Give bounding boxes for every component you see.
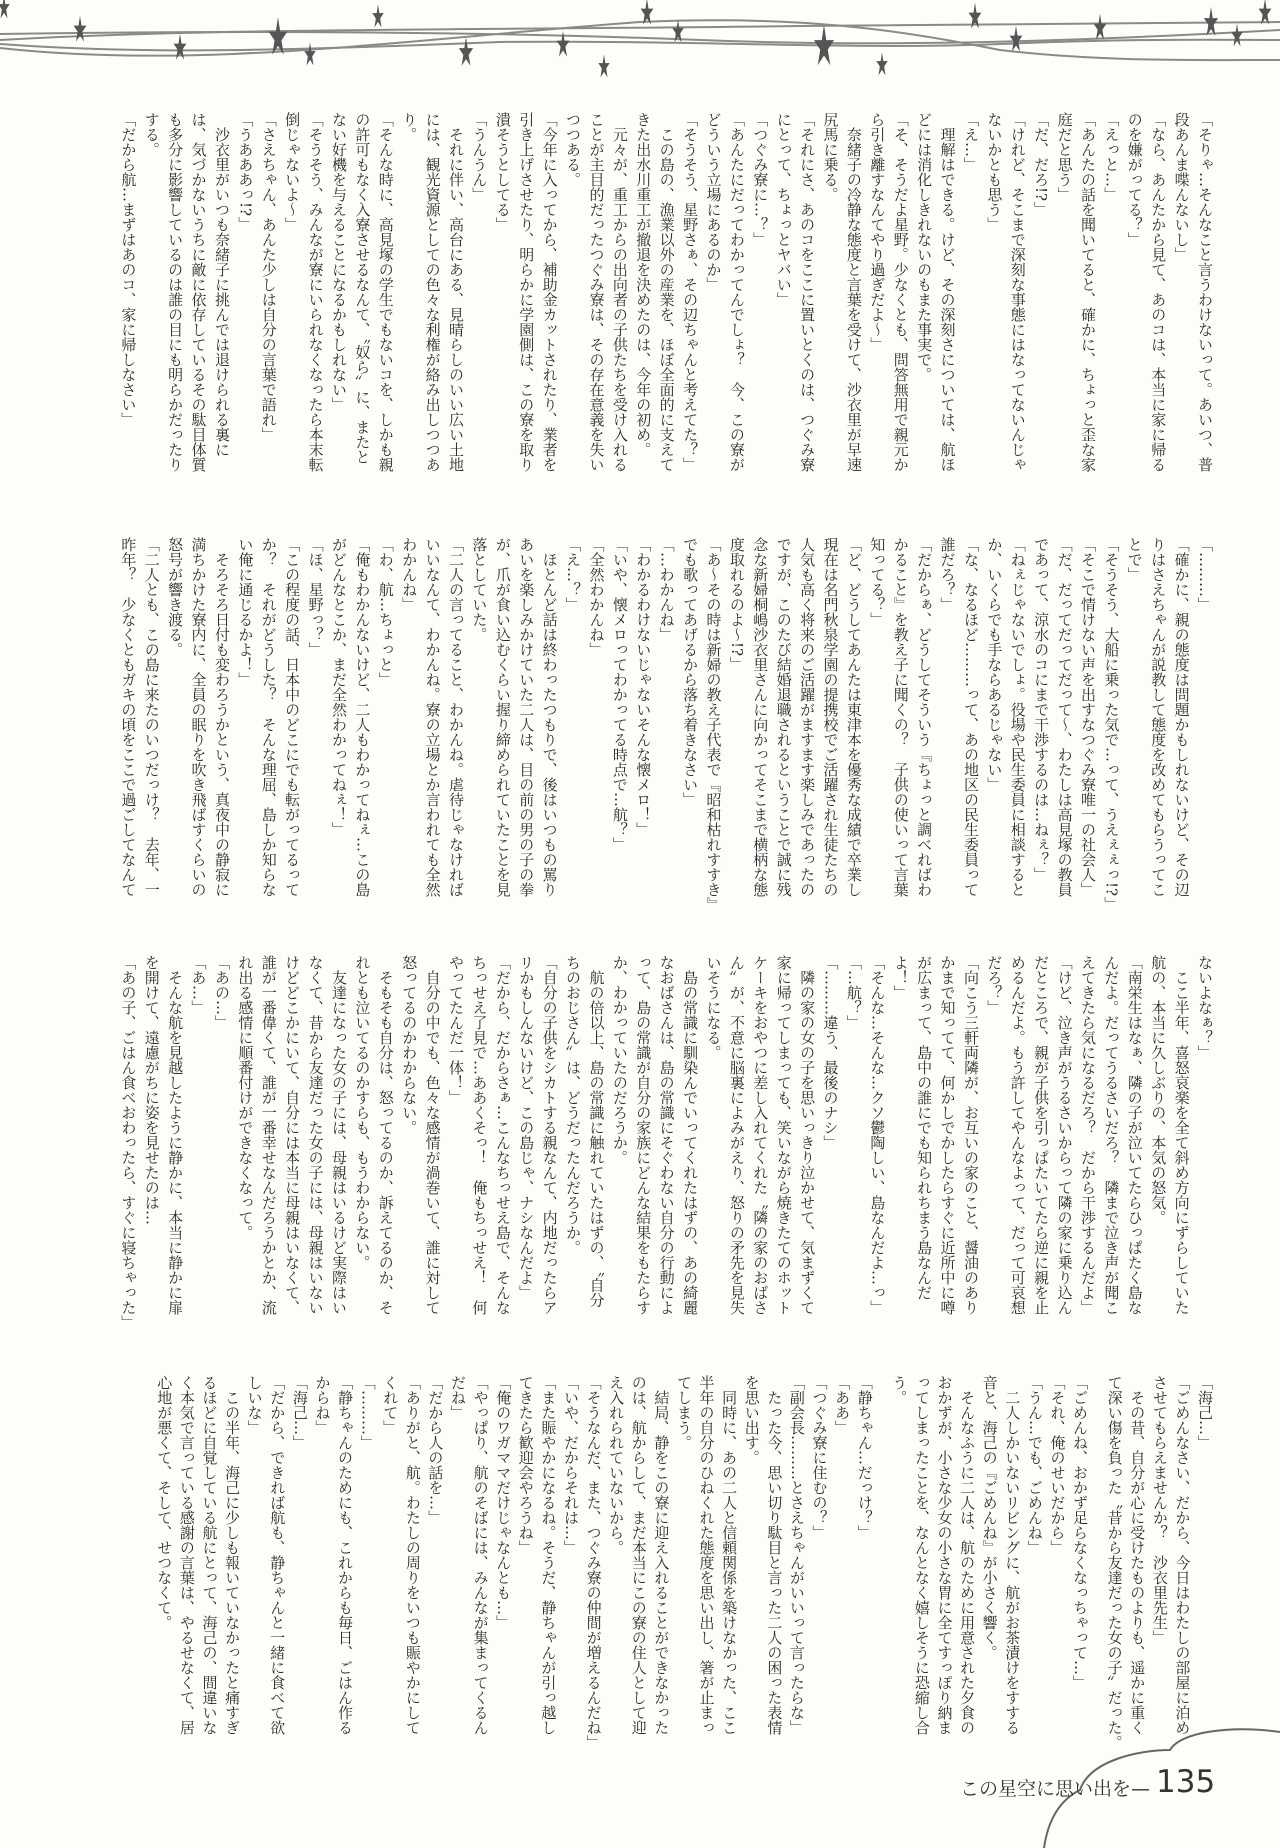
text-column: 「俺のワガママだけじゃなんとも…」: [494, 1375, 513, 1630]
text-column: ケーキをおやつに差し入れてくれた〝隣の家のおばさ: [751, 955, 770, 1315]
text-column: 「つぐみ寮に住むの？」: [810, 1375, 829, 1540]
text-column: ないかとも思う」: [985, 112, 1004, 232]
text-column: けどどこかにいて、自分には本当に母親はいなくて、: [283, 955, 302, 1315]
text-column: 航の倍以上、島の常識に触れていたはずの、〝自分: [587, 955, 606, 1308]
text-column: いそうになる。: [704, 955, 723, 1060]
text-column: でも歌ってあげるから落ち着きなさい」: [681, 537, 700, 807]
text-column: なくて、昔から友達だった女の子には、母親はいない: [306, 955, 325, 1315]
text-column: 「二人とも、この島に来たのいつだっけ？ 去年、一: [142, 537, 161, 897]
text-column: 家に帰ってしまっても、笑いながら焼きたてのホット: [774, 955, 793, 1315]
text-column: 「確かに、親の態度は問題かもしれないけど、その辺: [1172, 537, 1191, 897]
text-column: くれて」: [381, 1375, 400, 1435]
text-column: てしまう。: [674, 1375, 693, 1450]
text-column: が、爪が食い込むくらい握り締められていたことを見: [493, 537, 512, 897]
text-column: であって、涼水のコにまで干渉するのは…ねぇ？」: [1032, 537, 1051, 882]
star-icon: [459, 37, 473, 66]
text-column: 人気も高く将来のご活躍がますます楽しみであったの: [798, 537, 817, 897]
text-column: く本気で言っている感謝の言葉は、やるせなくて、居: [177, 1375, 196, 1735]
text-column: 島の常識に馴染んでいってくれたはずの、あの綺麗: [681, 955, 700, 1315]
text-column: ら引き離すなんてやり過ぎだよ～」: [868, 112, 887, 352]
text-column: ことが主目的だったつぐみ寮は、その存在意義を失い: [587, 112, 606, 472]
text-column: 「そうそう、星野さぁ、その辺ちゃんと考えてた？」: [681, 112, 700, 472]
text-column: 同時に、あの二人と信頼関係を築けなかった、ここ: [720, 1375, 739, 1735]
text-column: やってたんだ一体！」: [447, 955, 465, 1105]
text-column: り。: [400, 112, 419, 142]
text-tier-1: [116, 112, 1216, 497]
text-column: 「ああ」: [833, 1375, 852, 1435]
text-column: する。: [142, 112, 161, 157]
text-column: 「向こう三軒両隣が、お互いの家のこと、醤油のあり: [961, 955, 980, 1315]
text-column: ほとんど話は終わったつもりで、後はいつもの罵り: [540, 537, 559, 897]
text-column: おかずが、小さな少女の小さな胃に全てすっぽり納ま: [935, 1375, 954, 1735]
text-column: この島の、漁業以外の産業を、ほぼ全面的に支えて: [657, 112, 676, 472]
text-column: ない好機を与えることになるかもしれない」: [329, 112, 348, 412]
text-column: そんな航を見越したように静かに、本当に静かに扉: [166, 955, 185, 1315]
text-column: 尻馬に乗る。: [821, 112, 840, 202]
text-column: 「また賑やかになるね。そうだ、静ちゃんが引っ越し: [539, 1375, 558, 1735]
text-column: 倒じゃないよ～」: [283, 112, 302, 232]
text-column: 「けど、泣き声がうるさいからって隣の家に乗り込ん: [1055, 955, 1074, 1315]
text-column: ってしまったことを、なんとなく嬉しそうに恐縮し合: [912, 1375, 931, 1735]
text-column: つつある。: [564, 112, 583, 187]
text-column: 「だからぁ、どうしてそういう『ちょっと調べればわ: [915, 537, 934, 897]
text-column: 「だ、だろ!?」: [1032, 112, 1051, 217]
text-column: は、気づかないうちに敵に依存しているその駄目体質: [189, 112, 208, 472]
text-column: 「ねぇじゃないでしょ。役場や民生委員に相談すると: [1008, 537, 1027, 897]
header-star-garland: [0, 0, 1280, 90]
text-column: 「だから人の話を…」: [426, 1375, 445, 1525]
text-column: 知ってる？」: [868, 537, 887, 627]
text-column: 「いや、懐メロってわかってる時点で…航？」: [610, 537, 629, 852]
text-column: 「え…」: [961, 112, 980, 172]
text-column: 「だから航…まずはあのコ、家に帰しなさい」: [119, 112, 138, 427]
text-column: とで」: [1125, 537, 1144, 582]
text-column: ちっせえ了見で…ああくそっ！ 俺もちっせえ！ 何: [470, 955, 489, 1315]
text-column: を開けて、遠慮がちに姿を見せたのは…: [142, 955, 161, 1225]
text-column: 満ちかけた寮内に、全員の眠りを吹き飛ばすくらいの: [189, 537, 208, 897]
text-column: 「ほ、星野っ？」: [306, 537, 325, 657]
star-icon: [1094, 14, 1107, 40]
text-column: 「そんな時に、高見塚の学生でもないコを、しかも親: [376, 112, 395, 472]
text-column: 自分の中でも、色々な感情が渦巻いて、誰に対して: [423, 955, 442, 1315]
text-column: だろ？」: [985, 955, 1004, 1015]
star-icon: [1231, 23, 1242, 46]
text-column: 昨年？ 少なくともガキの頃をここで過ごしてなんて: [119, 537, 138, 897]
text-column: どういう立場にあるのか」: [704, 112, 723, 292]
text-column: 「二人の言ってること、わかんね。虐待じゃなければ: [447, 537, 465, 897]
star-icon: [1204, 7, 1218, 36]
text-column: からね」: [313, 1375, 332, 1435]
text-column: 結局、静をこの寮に迎え入れることができなかった: [652, 1375, 671, 1735]
text-column: 「海己…」: [1196, 1375, 1214, 1450]
text-column: 「そこで情けない声を出すなつぐみ寮唯一の社会人」: [1078, 537, 1097, 897]
text-column: ん〟が、不意に脳裏によみがえり、怒りの矛先を見失: [727, 955, 746, 1315]
text-column: なおばさんは、島の常識にそぐわない自分の行動によ: [657, 955, 676, 1315]
text-column: 「………」: [1196, 537, 1214, 612]
text-column: 「わかるわけないじゃないそんな懐メロ！」: [634, 537, 653, 837]
text-column: 怒ってるのかわからない。: [400, 955, 419, 1135]
text-column: んだよ。だってうるさいだろ？ 隣まで泣き声が聞こ: [1102, 955, 1121, 1315]
text-column: のを嫌がってる？」: [1125, 112, 1144, 247]
star-icon: [0, 0, 10, 18]
text-column: え入れられていないから。: [607, 1375, 626, 1555]
text-column: のは、航からして、まだ本当にこの寮の住人として迎: [629, 1375, 648, 1735]
text-column: リかもしんないけど、この島じゃ、ナシなんだよ」: [517, 955, 536, 1300]
text-column: 「あの…」: [212, 955, 231, 1030]
text-column: 「うんうん」: [470, 112, 489, 202]
text-column: だね」: [449, 1375, 467, 1420]
text-column: ですが、このたび結婚退職されるということで誠に残: [774, 537, 793, 897]
text-column: 隣の家の女の子を思いっきり泣かせて、気まずくて: [798, 955, 817, 1315]
text-column: 元々が、重工からの出向者の子供たちを受け入れる: [610, 112, 629, 472]
text-column: たった今、思い切り駄目と言った二人の困った表情: [765, 1375, 784, 1735]
text-column: い俺に通じるかよ！」: [236, 537, 255, 687]
text-column: 「わ、航…ちょっと」: [376, 537, 395, 687]
text-column: 潰そうとしてる」: [493, 112, 512, 232]
text-column: わかんね」: [400, 537, 419, 612]
text-column: ないよなぁ？」: [1196, 955, 1214, 1060]
text-column: 「あんたにだってわかってんでしょ？ 今、この寮が: [727, 112, 746, 472]
text-column: 音と、海己の『ごめんね』が小さく響く。: [980, 1375, 999, 1660]
text-column: 「………違う、最後のナシ」: [821, 955, 840, 1150]
text-column: この半年、海己に少しも報いていなかったと痛すぎ: [223, 1375, 242, 1735]
text-column: 「あ…」: [189, 955, 208, 1015]
text-column: 「俺もわかんないけど、二人もわかってねぇ…この島: [353, 537, 372, 897]
text-column: 「ありがと、航。わたしの周りをいつも賑やかにして: [403, 1375, 422, 1735]
text-column: 心地が悪くて、そして、せつなくて。: [155, 1375, 174, 1630]
text-column: 度取れるのよ～!?」: [727, 537, 746, 672]
text-column: 「そんな…そんな…クソ鬱陶しい、島なんだよ…っ」: [868, 955, 887, 1315]
text-column: 「だから、だからさぁ…こんなちっせえ島で、そんな: [493, 955, 512, 1315]
text-column: 引き上げさせたり、明らかに学園側は、この寮を取り: [517, 112, 536, 472]
text-column: よ！」: [891, 955, 910, 1000]
text-column: う。: [890, 1375, 909, 1405]
text-column: 「えっと…」: [1102, 112, 1121, 202]
text-column: 「南栄生はなぁ、隣の子が泣いてたらひっぱたく島な: [1125, 955, 1144, 1315]
text-column: って、島の常識が自分の家族にどんな結果をもたらす: [634, 955, 653, 1315]
text-column: 誰だろ？」: [938, 537, 957, 612]
text-column: 庭だと思う」: [1055, 112, 1074, 202]
text-column: その昔、自分が心に受けたものよりも、遥かに重く: [1128, 1375, 1147, 1735]
text-column: か、いくらでも手ならあるじゃない」: [985, 537, 1004, 792]
text-column: かること』を教え子に聞くの？ 子供の使いって言葉: [891, 537, 910, 897]
text-tier-3: [116, 955, 1216, 1340]
text-column: 「そうそう、大船に乗った気で…って、うえぇぇっ!?」: [1102, 537, 1121, 912]
text-column: ここ半年、喜怒哀楽を全て斜め方向にずらしていた: [1172, 955, 1191, 1315]
text-column: それに伴い、高台にある、見晴らしのいい広い土地: [447, 112, 465, 472]
text-column: がどんなとこか、まだ全然わかってねぇ！」: [329, 537, 348, 837]
text-column: 「この程度の話、日本中のどこにでも転がってるって: [283, 537, 302, 897]
text-column: 「…わかんね」: [657, 537, 676, 642]
text-column: いいなんて、わかんね。寮の立場とか言われても全然: [423, 537, 442, 897]
text-column: 「あの子、ごはん食べおわったら、すぐに寝ちゃった」: [119, 955, 138, 1330]
text-column: か、わかっていたのだろうか。: [610, 955, 629, 1165]
text-column: 「静ちゃん…だっけ？」: [855, 1375, 874, 1540]
scene-break: [876, 1375, 888, 1760]
text-column: にとって、ちょっとヤバい」: [774, 112, 793, 307]
text-column: 半年の自分のひねくれた態度を思い出し、箸が止まっ: [697, 1375, 716, 1735]
text-column: 二人しかいないリビングに、航がお茶漬けをすする: [1003, 1375, 1022, 1735]
text-column: そんなふうに二人は、航のために用意された夕食の: [958, 1375, 977, 1735]
star-icon: [304, 42, 315, 65]
text-column: 奈緒子の冷静な態度と言葉を受けて、沙衣里が早速: [844, 112, 863, 472]
text-column: るほどに自覚している航にとって、海己の、間違いな: [200, 1375, 219, 1735]
running-title: この星空に思い出を—: [960, 1778, 1151, 1800]
text-column: させてもらえませんか？ 沙衣里先生」: [1150, 1375, 1169, 1645]
text-column: か？ それがどうした？ そんな理屈、島しか知らな: [259, 537, 278, 897]
star-icon: [876, 52, 887, 75]
text-column: も多分に影響しているのは誰の目にも明らかだったり: [166, 112, 185, 472]
text-column: 「…航？」: [844, 955, 863, 1030]
text-column: 「つぐみ寮に…？」: [751, 112, 770, 247]
text-column: れとも泣いてるのかすらも、もうわからない。: [353, 955, 372, 1270]
text-column: きた出水川重工が撤退を決めたのは、今年の初め。: [634, 112, 653, 457]
star-icon: [1259, 0, 1272, 25]
text-column: 「だ、だってだってだって～、わたしは高見塚の教員: [1055, 537, 1074, 897]
text-column: 怒号が響き渡る。: [166, 537, 185, 657]
text-column: 「なら、あんたから見て、あのコは、本当に家に帰る: [1149, 112, 1168, 472]
star-icon: [372, 4, 383, 27]
text-column: 「自分の子供をシカトする親なんて、内地だったらア: [540, 955, 559, 1315]
text-column: 「けれど、そこまで深刻な事態にはなってないんじゃ: [1008, 112, 1027, 472]
text-column: 「副会長………とさえちゃんがいいって言ったらな」: [787, 1375, 806, 1735]
text-column: めるんだよ。もう許してやんなよって、だって可哀想: [1008, 955, 1027, 1315]
text-column: 「それにさ、あのコをここに置いとくのは、つぐみ寮: [798, 112, 817, 472]
text-column: 沙衣里がいつも奈緒子に挑んでは退けられる裏に: [212, 112, 231, 457]
text-column: 「あ～その時は新婦の教え子代表で『昭和枯れすすき』: [704, 537, 723, 912]
text-column: そもそも自分は、怒ってるのか、訴えてるのか、そ: [376, 955, 395, 1315]
text-column: 理解はできる。けど、その深刻さについては、航ほ: [938, 112, 957, 472]
text-column: りはさえちゃんが説教して態度を改めてもらうってこ: [1149, 537, 1168, 897]
text-column: 「ごめんね、おかず足らなくなっちゃって…」: [1071, 1375, 1090, 1690]
scene-break: [1091, 1375, 1103, 1760]
text-column: 「だから、できれば航も、静ちゃんと一緒に食べて欲: [268, 1375, 287, 1735]
text-column: しいな」: [245, 1375, 264, 1435]
text-column: 「それ、俺のせいだから」: [1048, 1375, 1067, 1555]
text-column: には、観光資源としての色々な利権が絡み出しつつあ: [423, 112, 442, 472]
text-column: 落としていた。: [470, 537, 489, 642]
text-column: が広まって、島中の誰にでも知られちまう島なんだ: [915, 955, 934, 1300]
text-tier-4: [153, 1375, 1216, 1760]
star-icon: [1010, 26, 1023, 52]
text-column: ちのおじさん〟は、どうだったんだろうか。: [564, 955, 583, 1255]
text-column: 「そりゃ…そんなこと言うわけないって。あいつ、普: [1196, 112, 1214, 472]
text-column: 「そ、そうだよ星野。少なくとも、問答無用で親元か: [891, 112, 910, 472]
text-column: 「ど、どうしてあんたは東津本を優秀な成績で卒業し: [844, 537, 863, 897]
text-tier-2: [116, 537, 1216, 922]
text-column: 「うん…でも、ごめんね」: [1025, 1375, 1044, 1555]
text-column: 「な、なるほど………って、あの地区の民生委員って: [961, 537, 980, 897]
text-column: 「海己…」: [290, 1375, 309, 1450]
text-column: 「あんたの話を聞いてると、確かに、ちょっと歪な家: [1078, 112, 1097, 472]
text-column: 「………」: [358, 1375, 377, 1450]
page-number: 135: [1156, 1764, 1216, 1800]
text-column: を思い出す。: [742, 1375, 761, 1465]
text-column: えてきたら気になるだろ？ だから干渉するんだよ」: [1078, 955, 1097, 1315]
text-column: 段あんま喋んないし」: [1172, 112, 1191, 262]
text-column: そろそろ日付も変わろうかという、真夜中の静寂に: [212, 537, 231, 897]
text-column: 「そうなんだ、また、つぐみ寮の仲間が増えるんだね」: [584, 1375, 603, 1750]
text-column: 友達になった女の子には、母親はいるけど実際はい: [329, 955, 348, 1315]
star-icon: [598, 54, 609, 77]
text-column: 「さえちゃん、あんた少しは自分の言葉で語れ」: [259, 112, 278, 442]
text-column: あいを楽しみかけていた二人は、目の前の男の子の拳: [517, 537, 536, 897]
text-column: 「全然わかんね」: [587, 537, 606, 657]
text-column: てきたら歓迎会やろうね」: [516, 1375, 535, 1555]
text-column: 「静ちゃんのためにも、これからも毎日、ごはん作る: [336, 1375, 355, 1735]
text-column: 「いや、だからそれは…」: [561, 1375, 580, 1555]
text-column: て深い傷を負った〝昔から友達だった女の子〟だった。: [1105, 1375, 1124, 1750]
text-column: だところで、親が子供を引っぱたいてたら逆に親を止: [1032, 955, 1051, 1315]
star-icon: [74, 16, 87, 42]
text-column: の許可もなく入寮させるなんて、〝奴ら〟に、またと: [353, 112, 372, 465]
text-column: 航の、本当に久しぶりの、本気の怒気。: [1149, 955, 1168, 1225]
text-column: 「ごめんなさい、だから、今日はわたしの部屋に泊め: [1173, 1375, 1192, 1735]
text-column: 現在は名門秋泉学園の提携校でご活躍され生徒たちの: [821, 537, 840, 897]
text-column: 誰が一番偉くて、誰が一番幸せなんだろうかとか、流: [259, 955, 278, 1315]
text-column: 「え…？」: [564, 537, 583, 612]
text-column: どには消化しきれないのもまた事実で。: [915, 112, 934, 382]
text-column: 「今年に入ってから、補助金カットされたり、業者を: [540, 112, 559, 472]
text-column: 「そうそう、みんなが寮にいられなくなったら本末転: [306, 112, 325, 472]
text-column: かまで知ってて、何かしでかしたらすぐに近所中に噂: [938, 955, 957, 1315]
text-column: 「うあああっ!?」: [236, 112, 255, 232]
text-column: 念な新婦桐嶋沙衣里さんに向かってそこまで横柄な態: [751, 537, 770, 897]
text-column: 「やっぱり、航のそばには、みんなが集まってくるん: [471, 1375, 490, 1735]
text-column: れ出る感情に順番付けができなくなって。: [236, 955, 255, 1240]
